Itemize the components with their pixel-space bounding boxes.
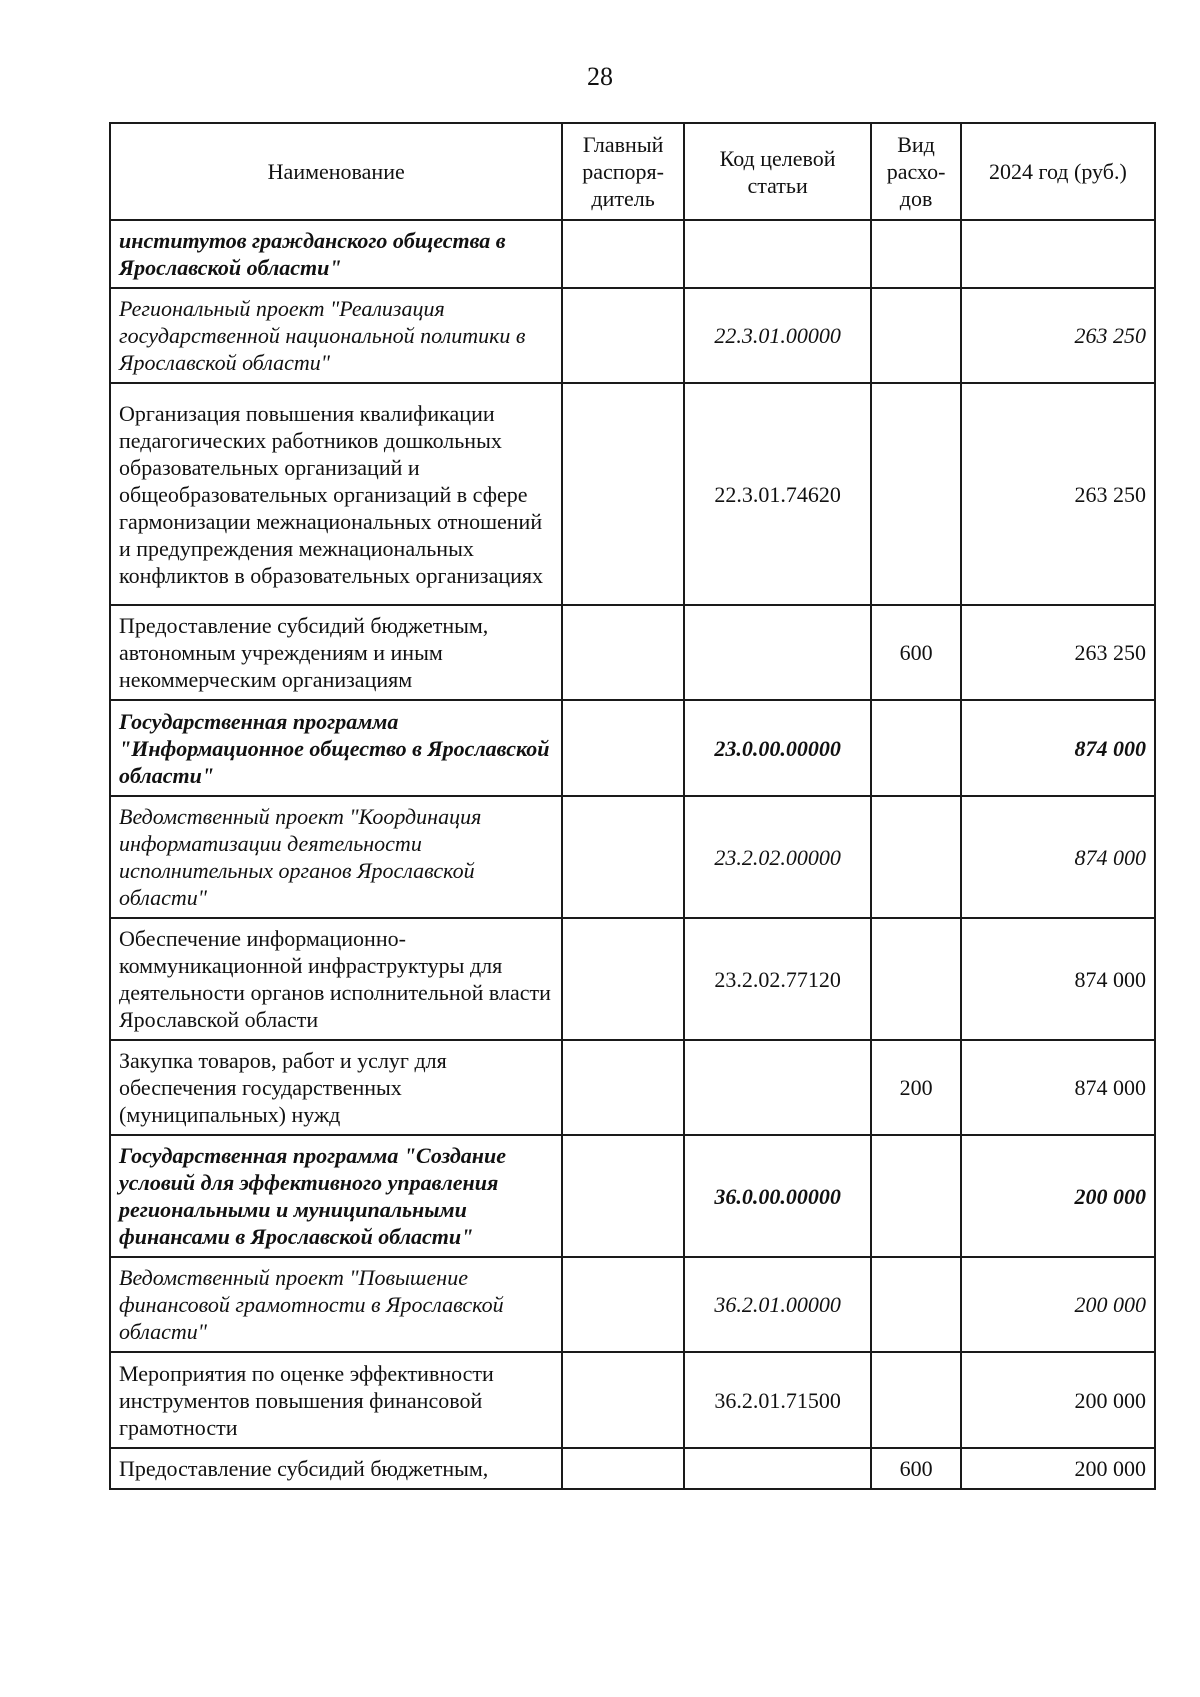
row-chief-manager-cell xyxy=(562,1135,683,1257)
row-name-cell: Организация повышения квалификации педагогических работников дошкольных образовательных организаций и общеобразовательных организаций в сфере гармонизации межнациональных отношений и предупреждения межнациональных конфликтов в образовательных организациях xyxy=(110,383,562,605)
header-expense-type: Вид расхо-дов xyxy=(871,123,960,220)
row-expense-type-cell xyxy=(871,383,960,605)
row-amount-cell: 874 000 xyxy=(961,700,1155,796)
row-expense-type-cell xyxy=(871,1135,960,1257)
row-name-cell: Мероприятия по оценке эффективности инструментов повышения финансовой грамотности xyxy=(110,1352,562,1448)
row-expense-type-cell xyxy=(871,220,960,288)
row-target-code-cell: 22.3.01.74620 xyxy=(684,383,872,605)
row-expense-type-cell xyxy=(871,918,960,1040)
row-target-code-cell: 23.0.00.00000 xyxy=(684,700,872,796)
row-chief-manager-cell xyxy=(562,605,683,700)
row-name-cell: Закупка товаров, работ и услуг для обеспечения государственных (муниципальных) нужд xyxy=(110,1040,562,1135)
row-expense-type-cell xyxy=(871,700,960,796)
row-amount-cell: 200 000 xyxy=(961,1135,1155,1257)
row-target-code-cell: 22.3.01.00000 xyxy=(684,288,872,383)
table-row xyxy=(110,288,1155,383)
row-amount-cell: 263 250 xyxy=(961,605,1155,700)
row-target-code-cell xyxy=(684,1448,872,1489)
row-target-code-cell: 23.2.02.77120 xyxy=(684,918,872,1040)
row-target-code-cell xyxy=(684,220,872,288)
row-name-cell: институтов гражданского общества в Ярославской области" xyxy=(110,220,562,288)
row-name-cell: Государственная программа "Создание условий для эффективного управления региональными и муниципальными финансами в Ярославской области" xyxy=(110,1135,562,1257)
row-chief-manager-cell xyxy=(562,918,683,1040)
row-amount-cell: 200 000 xyxy=(961,1448,1155,1489)
table-row xyxy=(110,383,1155,605)
row-amount-cell: 200 000 xyxy=(961,1352,1155,1448)
row-chief-manager-cell xyxy=(562,220,683,288)
row-chief-manager-cell xyxy=(562,288,683,383)
row-name-cell: Ведомственный проект "Повышение финансовой грамотности в Ярославской области" xyxy=(110,1257,562,1352)
row-target-code-cell: 36.2.01.71500 xyxy=(684,1352,872,1448)
row-name-cell: Обеспечение информационно-коммуникационной инфраструктуры для деятельности органов исполнительной власти Ярославской области xyxy=(110,918,562,1040)
row-expense-type-cell: 200 xyxy=(871,1040,960,1135)
row-name-cell: Предоставление субсидий бюджетным, автономным учреждениям и иным некоммерческим организациям xyxy=(110,605,562,700)
row-expense-type-cell xyxy=(871,288,960,383)
row-name-cell: Предоставление субсидий бюджетным, xyxy=(110,1448,562,1489)
row-amount-cell: 263 250 xyxy=(961,383,1155,605)
row-amount-cell: 874 000 xyxy=(961,1040,1155,1135)
row-expense-type-cell xyxy=(871,1352,960,1448)
table-row xyxy=(110,605,1155,700)
row-chief-manager-cell xyxy=(562,383,683,605)
table-row xyxy=(110,220,1155,288)
table-row xyxy=(110,796,1155,918)
row-name-cell: Региональный проект "Реализация государственной национальной политики в Ярославской области" xyxy=(110,288,562,383)
table-row xyxy=(110,1352,1155,1448)
budget-table xyxy=(109,122,1156,1490)
row-expense-type-cell: 600 xyxy=(871,605,960,700)
row-chief-manager-cell xyxy=(562,700,683,796)
row-chief-manager-cell xyxy=(562,1352,683,1448)
row-chief-manager-cell xyxy=(562,1040,683,1135)
page-number: 28 xyxy=(587,62,613,91)
table-header-row xyxy=(110,123,1155,220)
row-target-code-cell xyxy=(684,605,872,700)
table-row xyxy=(110,1040,1155,1135)
header-target-code: Код целевой статьи xyxy=(684,123,872,220)
row-amount-cell: 874 000 xyxy=(961,918,1155,1040)
table-row xyxy=(110,700,1155,796)
row-target-code-cell xyxy=(684,1040,872,1135)
row-chief-manager-cell xyxy=(562,1448,683,1489)
row-name-cell: Государственная программа "Информационное общество в Ярославской области" xyxy=(110,700,562,796)
row-amount-cell xyxy=(961,220,1155,288)
row-target-code-cell: 23.2.02.00000 xyxy=(684,796,872,918)
row-amount-cell: 874 000 xyxy=(961,796,1155,918)
header-chief-manager: Главный распоря-дитель xyxy=(562,123,683,220)
table-row xyxy=(110,1448,1155,1489)
row-expense-type-cell xyxy=(871,796,960,918)
row-amount-cell: 200 000 xyxy=(961,1257,1155,1352)
header-name: Наименование xyxy=(110,123,562,220)
row-name-cell: Ведомственный проект "Координация информатизации деятельности исполнительных органов Ярославской области" xyxy=(110,796,562,918)
row-target-code-cell: 36.0.00.00000 xyxy=(684,1135,872,1257)
row-target-code-cell: 36.2.01.00000 xyxy=(684,1257,872,1352)
row-expense-type-cell: 600 xyxy=(871,1448,960,1489)
row-expense-type-cell xyxy=(871,1257,960,1352)
table-row xyxy=(110,1257,1155,1352)
row-amount-cell: 263 250 xyxy=(961,288,1155,383)
row-chief-manager-cell xyxy=(562,796,683,918)
table-row xyxy=(110,1135,1155,1257)
table-body xyxy=(110,220,1155,1489)
table-row xyxy=(110,918,1155,1040)
header-amount-2024: 2024 год (руб.) xyxy=(961,123,1155,220)
row-chief-manager-cell xyxy=(562,1257,683,1352)
